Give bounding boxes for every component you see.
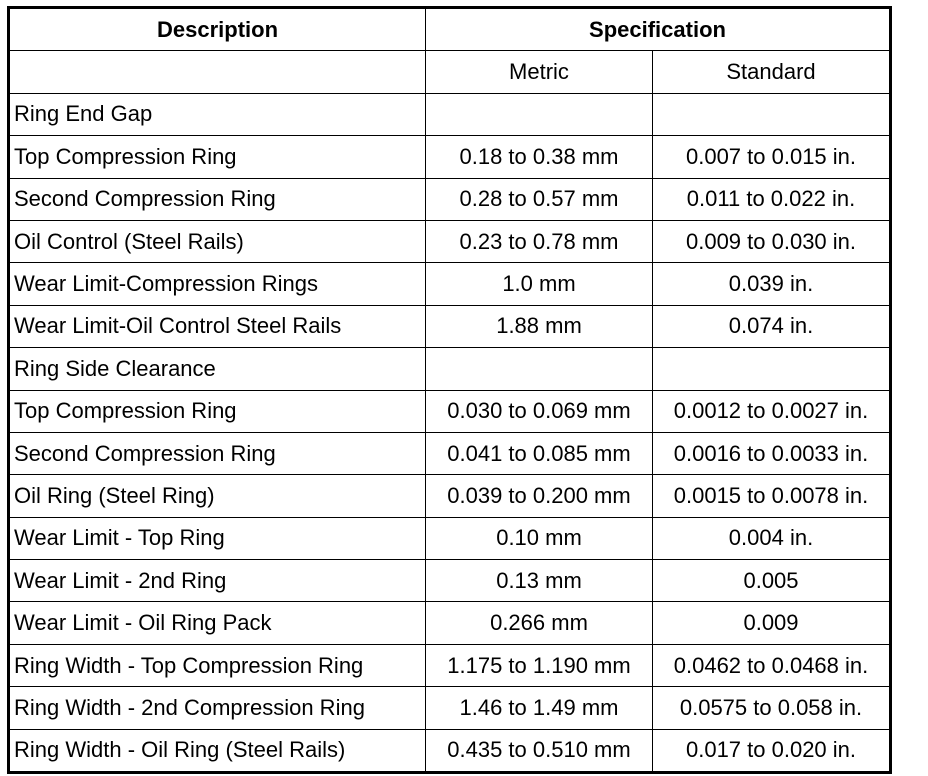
table-row: [9, 263, 891, 305]
metric-cell: 0.030 to 0.069 mm: [426, 390, 653, 432]
table-row: [9, 602, 891, 644]
metric-cell: 1.175 to 1.190 mm: [426, 644, 653, 686]
metric-cell: 0.13 mm: [426, 560, 653, 602]
table-row: [9, 220, 891, 262]
table-row: [9, 729, 891, 772]
metric-cell: 1.0 mm: [426, 263, 653, 305]
table-row: [9, 560, 891, 602]
metric-cell: [426, 348, 653, 390]
standard-cell: 0.0015 to 0.0078 in.: [653, 475, 891, 517]
specification-header: Specification: [426, 8, 891, 51]
table-row: [9, 93, 891, 135]
metric-cell: 0.039 to 0.200 mm: [426, 475, 653, 517]
metric-cell: 0.10 mm: [426, 517, 653, 559]
metric-cell: 0.28 to 0.57 mm: [426, 178, 653, 220]
metric-cell: 0.435 to 0.510 mm: [426, 729, 653, 772]
ring-specification-table: [7, 6, 892, 774]
table-header-row: [9, 8, 891, 51]
table-row: [9, 348, 891, 390]
description-cell: Ring Side Clearance: [9, 348, 426, 390]
standard-header: Standard: [653, 51, 891, 93]
table-row: [9, 475, 891, 517]
standard-cell: 0.017 to 0.020 in.: [653, 729, 891, 772]
description-cell: Wear Limit - Top Ring: [9, 517, 426, 559]
table-row: [9, 517, 891, 559]
table-row: [9, 305, 891, 347]
standard-cell: [653, 93, 891, 135]
subheader-blank-cell: [9, 51, 426, 93]
standard-cell: 0.0016 to 0.0033 in.: [653, 432, 891, 474]
description-cell: Wear Limit-Compression Rings: [9, 263, 426, 305]
standard-cell: 0.009: [653, 602, 891, 644]
description-cell: Oil Control (Steel Rails): [9, 220, 426, 262]
metric-cell: 0.23 to 0.78 mm: [426, 220, 653, 262]
description-cell: Top Compression Ring: [9, 390, 426, 432]
standard-cell: 0.0012 to 0.0027 in.: [653, 390, 891, 432]
description-cell: Ring Width - Top Compression Ring: [9, 644, 426, 686]
standard-cell: 0.0575 to 0.058 in.: [653, 687, 891, 729]
description-cell: Wear Limit - Oil Ring Pack: [9, 602, 426, 644]
table-row: [9, 432, 891, 474]
standard-cell: 0.007 to 0.015 in.: [653, 136, 891, 178]
description-cell: Ring End Gap: [9, 93, 426, 135]
metric-cell: [426, 93, 653, 135]
table-row: [9, 644, 891, 686]
metric-cell: 1.46 to 1.49 mm: [426, 687, 653, 729]
description-cell: Second Compression Ring: [9, 178, 426, 220]
description-cell: Wear Limit-Oil Control Steel Rails: [9, 305, 426, 347]
standard-cell: 0.005: [653, 560, 891, 602]
standard-cell: 0.039 in.: [653, 263, 891, 305]
metric-header: Metric: [426, 51, 653, 93]
metric-cell: 0.041 to 0.085 mm: [426, 432, 653, 474]
description-header: Description: [9, 8, 426, 51]
standard-cell: 0.009 to 0.030 in.: [653, 220, 891, 262]
description-cell: Ring Width - 2nd Compression Ring: [9, 687, 426, 729]
description-cell: Ring Width - Oil Ring (Steel Rails): [9, 729, 426, 772]
description-cell: Wear Limit - 2nd Ring: [9, 560, 426, 602]
description-cell: Second Compression Ring: [9, 432, 426, 474]
table-row: [9, 687, 891, 729]
description-cell: Top Compression Ring: [9, 136, 426, 178]
table-row: [9, 136, 891, 178]
table-subheader-row: [9, 51, 891, 93]
table-row: [9, 178, 891, 220]
metric-cell: 0.266 mm: [426, 602, 653, 644]
metric-cell: 0.18 to 0.38 mm: [426, 136, 653, 178]
table-body: [9, 93, 891, 772]
standard-cell: 0.074 in.: [653, 305, 891, 347]
standard-cell: [653, 348, 891, 390]
description-cell: Oil Ring (Steel Ring): [9, 475, 426, 517]
standard-cell: 0.011 to 0.022 in.: [653, 178, 891, 220]
table-row: [9, 390, 891, 432]
standard-cell: 0.004 in.: [653, 517, 891, 559]
standard-cell: 0.0462 to 0.0468 in.: [653, 644, 891, 686]
metric-cell: 1.88 mm: [426, 305, 653, 347]
